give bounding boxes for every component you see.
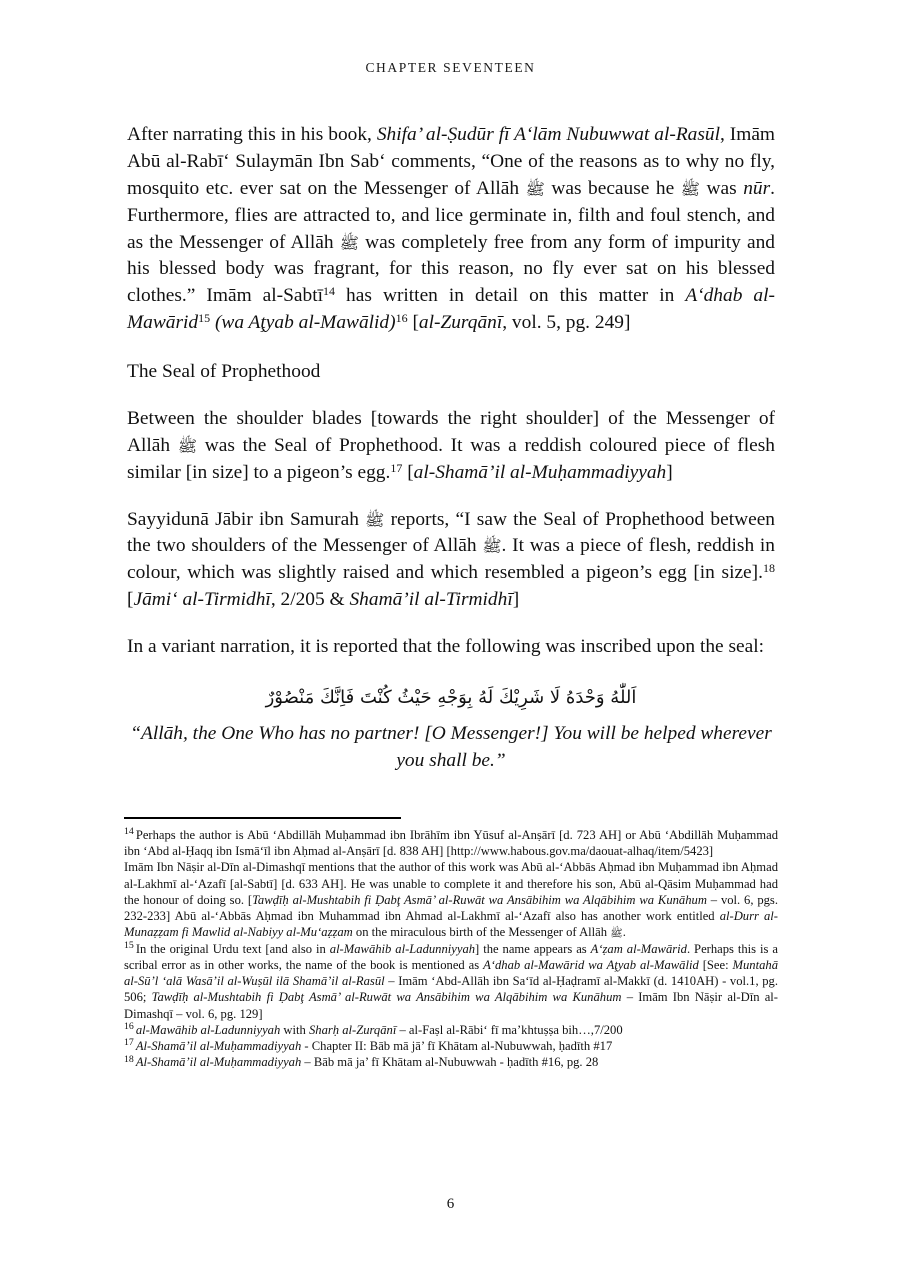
sallallahu-icon: ﷺ (525, 179, 545, 199)
book-subtitle-atyab: (wa Aţyab al-Mawālid) (210, 312, 396, 334)
footnote-title: Al-Shamā’il al-Muḥammadiyyah (135, 1039, 302, 1054)
sallallahu-icon: ﷺ (610, 927, 623, 940)
source-jami-tirmidhi: Jāmi‘ al-Tirmidhī (133, 589, 271, 611)
text-segment: , Imām Abū al-Rabī‘ Sulaymān Ibn Sab‘ comments, “One of the reasons as to why no fly, mosquito etc. ever sat on the Messenger of Allāh (127, 124, 776, 199)
paragraph-seal-description (127, 406, 775, 487)
source-shamail-muhammadiyyah: al-Shamā’il al-Muḥammadiyyah (413, 461, 667, 483)
text-segment: . It was a piece of flesh, reddish in colour, which was slightly raised and which resembled a pigeon’s egg [in size]. (127, 535, 775, 584)
paragraph-variant-narration: In a variant narration, it is reported that the following was inscribed upon the seal: (127, 636, 765, 657)
term-nur: nūr (743, 177, 771, 199)
text-segment: After narrating this in his book, (127, 124, 377, 145)
text-segment: [ (407, 312, 419, 334)
footnote-14 (124, 827, 778, 859)
sallallahu-icon: ﷺ (482, 536, 502, 556)
source-shamail-tirmidhi: Shamā’il al-Tirmidhī (349, 589, 513, 611)
footnote-ref-14[interactable]: 14 (323, 284, 336, 298)
text-segment: Between the shoulder blades [towards the right shoulder] of the Messenger of Allāh (127, 407, 775, 456)
footnote-title: al-Mawāhib al-Ladunniyyah (135, 1022, 281, 1037)
footnote-text: with (280, 1022, 309, 1037)
running-header: CHAPTER SEVENTEEN (365, 60, 536, 75)
text-segment: Sayyidunā Jābir ibn Samurah (127, 508, 366, 530)
text-segment: , vol. 5, pg. 249] (502, 312, 631, 334)
paragraph-jabir-narration (127, 507, 775, 615)
text-segment: [ (127, 589, 134, 611)
page-number: 6 (446, 1196, 455, 1212)
footnote-text: [See: (698, 957, 733, 972)
footnote-text: Perhaps the author is Abū ‘Abdillāh Muḥammad ibn Ibrāhīm ibn Yūsuf al-Anṣārī [d. 723 AH] or Abū ‘Abdillāh Muḥammad ibn ‘Abd al-Ḥaqq ibn Ismā‘īl ibn Aḥmad al-Anṣārī [d. 838 AH] [http://www.habous.gov.ma/daouat-alhaq/item/5423] (124, 828, 778, 859)
body-text-column (127, 122, 775, 775)
footnote-title: A‘ẓam al-Mawārid (590, 941, 687, 956)
paragraph-shifa-al-sudur (127, 122, 775, 337)
text-segment: reports, “I saw the Seal of Prophethood between the two shoulders of the Messenger of Allāh (127, 508, 775, 557)
text-segment: . Furthermore, flies are attracted to, and lice germinate in, filth and foul stench, and as the Messenger of Allāh (127, 177, 775, 253)
sallallahu-icon: ﷺ (680, 179, 700, 199)
footnote-marker: 16 (124, 1021, 134, 1033)
footnote-title: Muntahā al-Sū’l ‘alā Wasā’il al-Wuṣūl ilā Shamā’il al-Rasūl (124, 957, 778, 989)
text-segment: ] (512, 589, 520, 611)
footnote-separator-rule (124, 817, 401, 819)
sallallahu-icon: ﷺ (339, 232, 359, 252)
book-title-shifa: Shifa’ al-Ṣudūr fī A‘lām Nubuwwat al-Rasūl (376, 124, 720, 145)
footnote-17 (124, 1038, 778, 1054)
text-segment: has written in detail on this matter in (335, 285, 686, 307)
footnote-text: - Chapter II: Bāb mā jā’ fī Khātam al-Nubuwwah, ḥadīth #17 (301, 1039, 613, 1054)
footnote-ref-16[interactable]: 16 (395, 310, 408, 325)
footnote-title: A‘dhab al-Mawārid wa Aţyab al-Mawālid (483, 957, 699, 972)
footnote-title: Tawḍīḥ al-Mushtabih fi Ḍabţ Asmā’ al-Ruwāt wa Ansābihim wa Alqābihim wa Kunāhum (151, 990, 622, 1005)
text-segment: ] (666, 461, 673, 483)
footnote-text: – Imām ‘Abd-Allāh ibn Sa‘īd al-Ḥaḍramī al-Makkī (d. 1410AH) - vol.1, pg. 506; (124, 974, 778, 1005)
radiallahu-anhu-icon: ﷺ (365, 509, 385, 529)
footnote-title: Sharḥ al-Zurqānī (308, 1022, 397, 1037)
footnote-marker: 15 (124, 939, 134, 951)
source-zurqani: al-Zurqānī (418, 312, 503, 334)
text-segment: , 2/205 & (270, 589, 350, 611)
footnote-16 (124, 1022, 778, 1038)
text-segment: was (699, 177, 744, 199)
footnote-title: Al-Shamā’il al-Muḥammadiyyah (135, 1055, 302, 1070)
footnote-text: – Bāb mā ja’ fī Khātam al-Nubuwwah - ḥadīth #16, pg. 28 (301, 1055, 599, 1070)
footnote-text: . (622, 925, 626, 940)
footnote-18 (124, 1054, 778, 1070)
text-segment: was because he (544, 177, 681, 199)
footnote-title: al-Mawāhib al-Ladunniyyah (329, 941, 476, 956)
text-segment: was completely free from any form of impurity and his blessed body was fragrant, for this reason, no fly ever sat on his blessed clothes.” Imām al-Sabtī (127, 231, 775, 307)
footnote-text: – Imām Ibn Nāṣir al-Dīn al-Dimashqī – vol. 6, pg. 129] (124, 990, 779, 1021)
text-segment: was the Seal of Prophethood. It was a reddish coloured piece of flesh similar [in size] to a pigeon’s egg. (127, 434, 775, 483)
footnote-text: – al-Faṣl al-Rābi‘ fī ma’khtuṣṣa bih…,7/200 (396, 1022, 623, 1037)
footnote-text: ] the name appears as (475, 941, 591, 956)
footnote-marker: 17 (124, 1037, 134, 1049)
footnote-list (124, 827, 778, 1071)
footnote-ref-15[interactable]: 15 (198, 310, 211, 325)
sallallahu-icon: ﷺ (177, 436, 198, 456)
footnote-text: on the miraculous birth of the Messenger of Allāh (352, 925, 611, 940)
footnote-text: In the original Urdu text [and also in (135, 941, 330, 956)
footnote-title: Tawḍīḥ al-Mushtabih fi Ḍabţ Asmā’ al-Ruwāt wa Ansābihim wa Alqābihim wa Kunāhum (252, 892, 707, 907)
section-heading-seal-of-prophethood: The Seal of Prophethood (127, 361, 321, 382)
footnote-marker: 18 (124, 1053, 134, 1065)
book-title-adhab: A‘dhab al-Mawārid (127, 285, 775, 334)
footnote-text: . Perhaps this is a scribal error as in other works, the name of the book is mentioned as (124, 941, 778, 972)
footnote-text: Imām Ibn Nāṣir al-Dīn al-Dimashqī mentions that the author of this work was Abū al-‘Abbās Aḥmad ibn Muḥammad ibn Aḥmad al-Lakhmī al-‘Azafī [al-Sabtī] [d. 633 AH]. He was unable to complete it and therefore his son, Abū al-Qāsim Muḥammad had the honour of doing so. [ (124, 860, 778, 907)
translation-line-2: you shall be.” (396, 749, 506, 771)
footnote-continuation (124, 859, 778, 940)
translation-line-1: “Allāh, the One Who has no partner! [O Messenger!] You will be helped wherever (130, 723, 772, 745)
footnote-marker: 14 (124, 826, 134, 838)
footnote-15 (124, 941, 778, 1022)
footnote-title: al-Durr al-Munaẓẓam fi Mawlid al-Nabiyy al-Mu‘aẓẓam (124, 909, 779, 940)
arabic-inscription: اَللّٰهُ وَحْدَهُ لَا شَرِيْكَ لَهُ بِوَجْهِ حَيْثُ كُنْتَ فَاِنَّكَ مَنْصُوْرٌ (265, 686, 637, 708)
text-segment: [ (402, 461, 414, 483)
footnote-ref-18[interactable]: 18 (762, 561, 775, 575)
footnote-ref-17[interactable]: 17 (390, 460, 403, 475)
footnote-text: – vol. 6, pgs. 232-233] Abū al-‘Abbās Aḥmad ibn Muhammad ibn Ahmad al-Lakhmī al-‘Azafī also has another work entitled (124, 892, 778, 924)
